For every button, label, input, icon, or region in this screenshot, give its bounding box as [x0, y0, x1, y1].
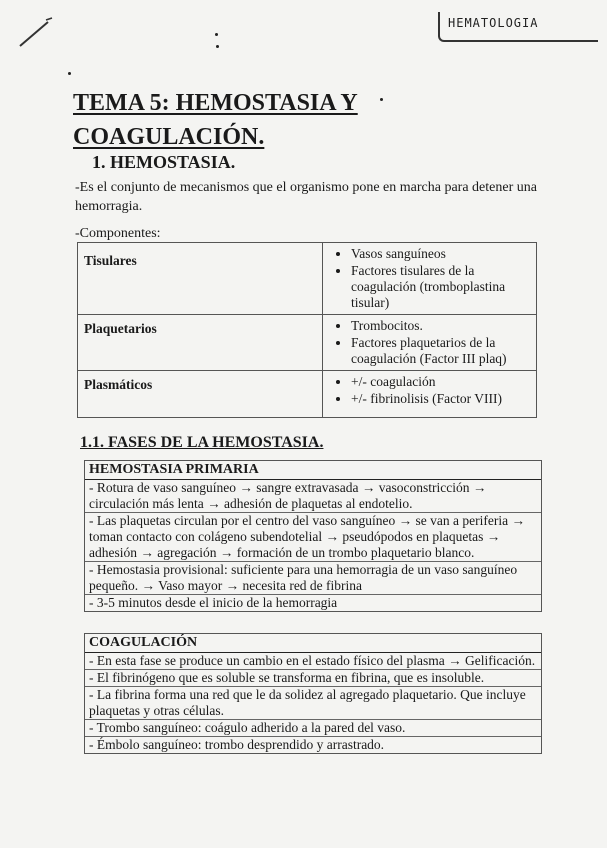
speck — [215, 33, 218, 36]
page-title — [73, 86, 393, 154]
list-item: - Las plaquetas circulan por el centro del vaso sanguíneo → se van a periferia → toman contacto con colágeno subendotelial → pseudópodos en plaquetas → adhesión → agregación → formación de un trombo plaquetario blanco. — [85, 513, 541, 562]
intro-paragraph: -Es el conjunto de mecanismos que el organismo pone en marcha para detener una hemorragia. — [75, 180, 537, 214]
list-item: - Hemostasia provisional: suficiente para una hemorragia de un vaso sanguíneo pequeño. → Vaso mayor → necesita red de fibrina — [85, 562, 541, 595]
component-items — [323, 243, 537, 315]
component-name: Tisulares — [78, 243, 323, 315]
title-line-2: COAGULACIÓN. — [73, 124, 265, 150]
box-title: HEMOSTASIA PRIMARIA — [85, 461, 541, 480]
components-label: -Componentes: — [75, 226, 161, 241]
list-item: - Trombo sanguíneo: coágulo adherido a la pared del vaso. — [85, 720, 541, 737]
table-row — [78, 243, 537, 315]
section-heading-fases: 1.1. FASES DE LA HEMOSTASIA. — [80, 434, 324, 451]
list-item: • Vasos sanguíneos — [351, 246, 530, 262]
title-line-1: TEMA 5: HEMOSTASIA Y — [73, 90, 358, 116]
list-item: • Factores plaquetarios de la coagulación (Factor III plaq) — [351, 335, 530, 367]
component-items — [323, 371, 537, 418]
pen-mark-icon — [18, 16, 54, 48]
list-item: - Rotura de vaso sanguíneo → sangre extravasada → vasoconstricción → circulación más lenta → adhesión de plaquetas al endotelio. — [85, 480, 541, 513]
component-items — [323, 315, 537, 371]
box-title: COAGULACIÓN — [85, 634, 541, 653]
list-item: • Factores tisulares de la coagulación (tromboplastina tisular) — [351, 263, 530, 311]
component-name: Plasmáticos — [78, 371, 323, 418]
components-table — [77, 242, 537, 418]
list-item: - El fibrinógeno que es soluble se transforma en fibrina, que es insoluble. — [85, 670, 541, 687]
subject-tag: HEMATOLOGIA — [438, 12, 598, 42]
list-item: • +/- fibrinolisis (Factor VIII) — [351, 391, 530, 407]
coagulacion-box — [84, 633, 542, 754]
speck — [68, 72, 71, 75]
component-name: Plaquetarios — [78, 315, 323, 371]
speck — [216, 45, 219, 48]
list-item: - 3-5 minutos desde el inicio de la hemorragia — [89, 595, 338, 610]
list-item: - Émbolo sanguíneo: trombo desprendido y arrastrado. — [89, 737, 385, 752]
hemostasia-primaria-box — [84, 460, 542, 612]
list-item: - En esta fase se produce un cambio en el estado físico del plasma → Gelificación. — [85, 653, 541, 670]
list-item: • +/- coagulación — [351, 374, 530, 390]
section-heading-hemostasia: 1. HEMOSTASIA. — [92, 152, 236, 172]
list-item: • Trombocitos. — [351, 318, 530, 334]
table-row — [78, 315, 537, 371]
list-item: - La fibrina forma una red que le da solidez al agregado plaquetario. Que incluye plaquetas y otras células. — [85, 687, 541, 720]
table-row — [78, 371, 537, 418]
